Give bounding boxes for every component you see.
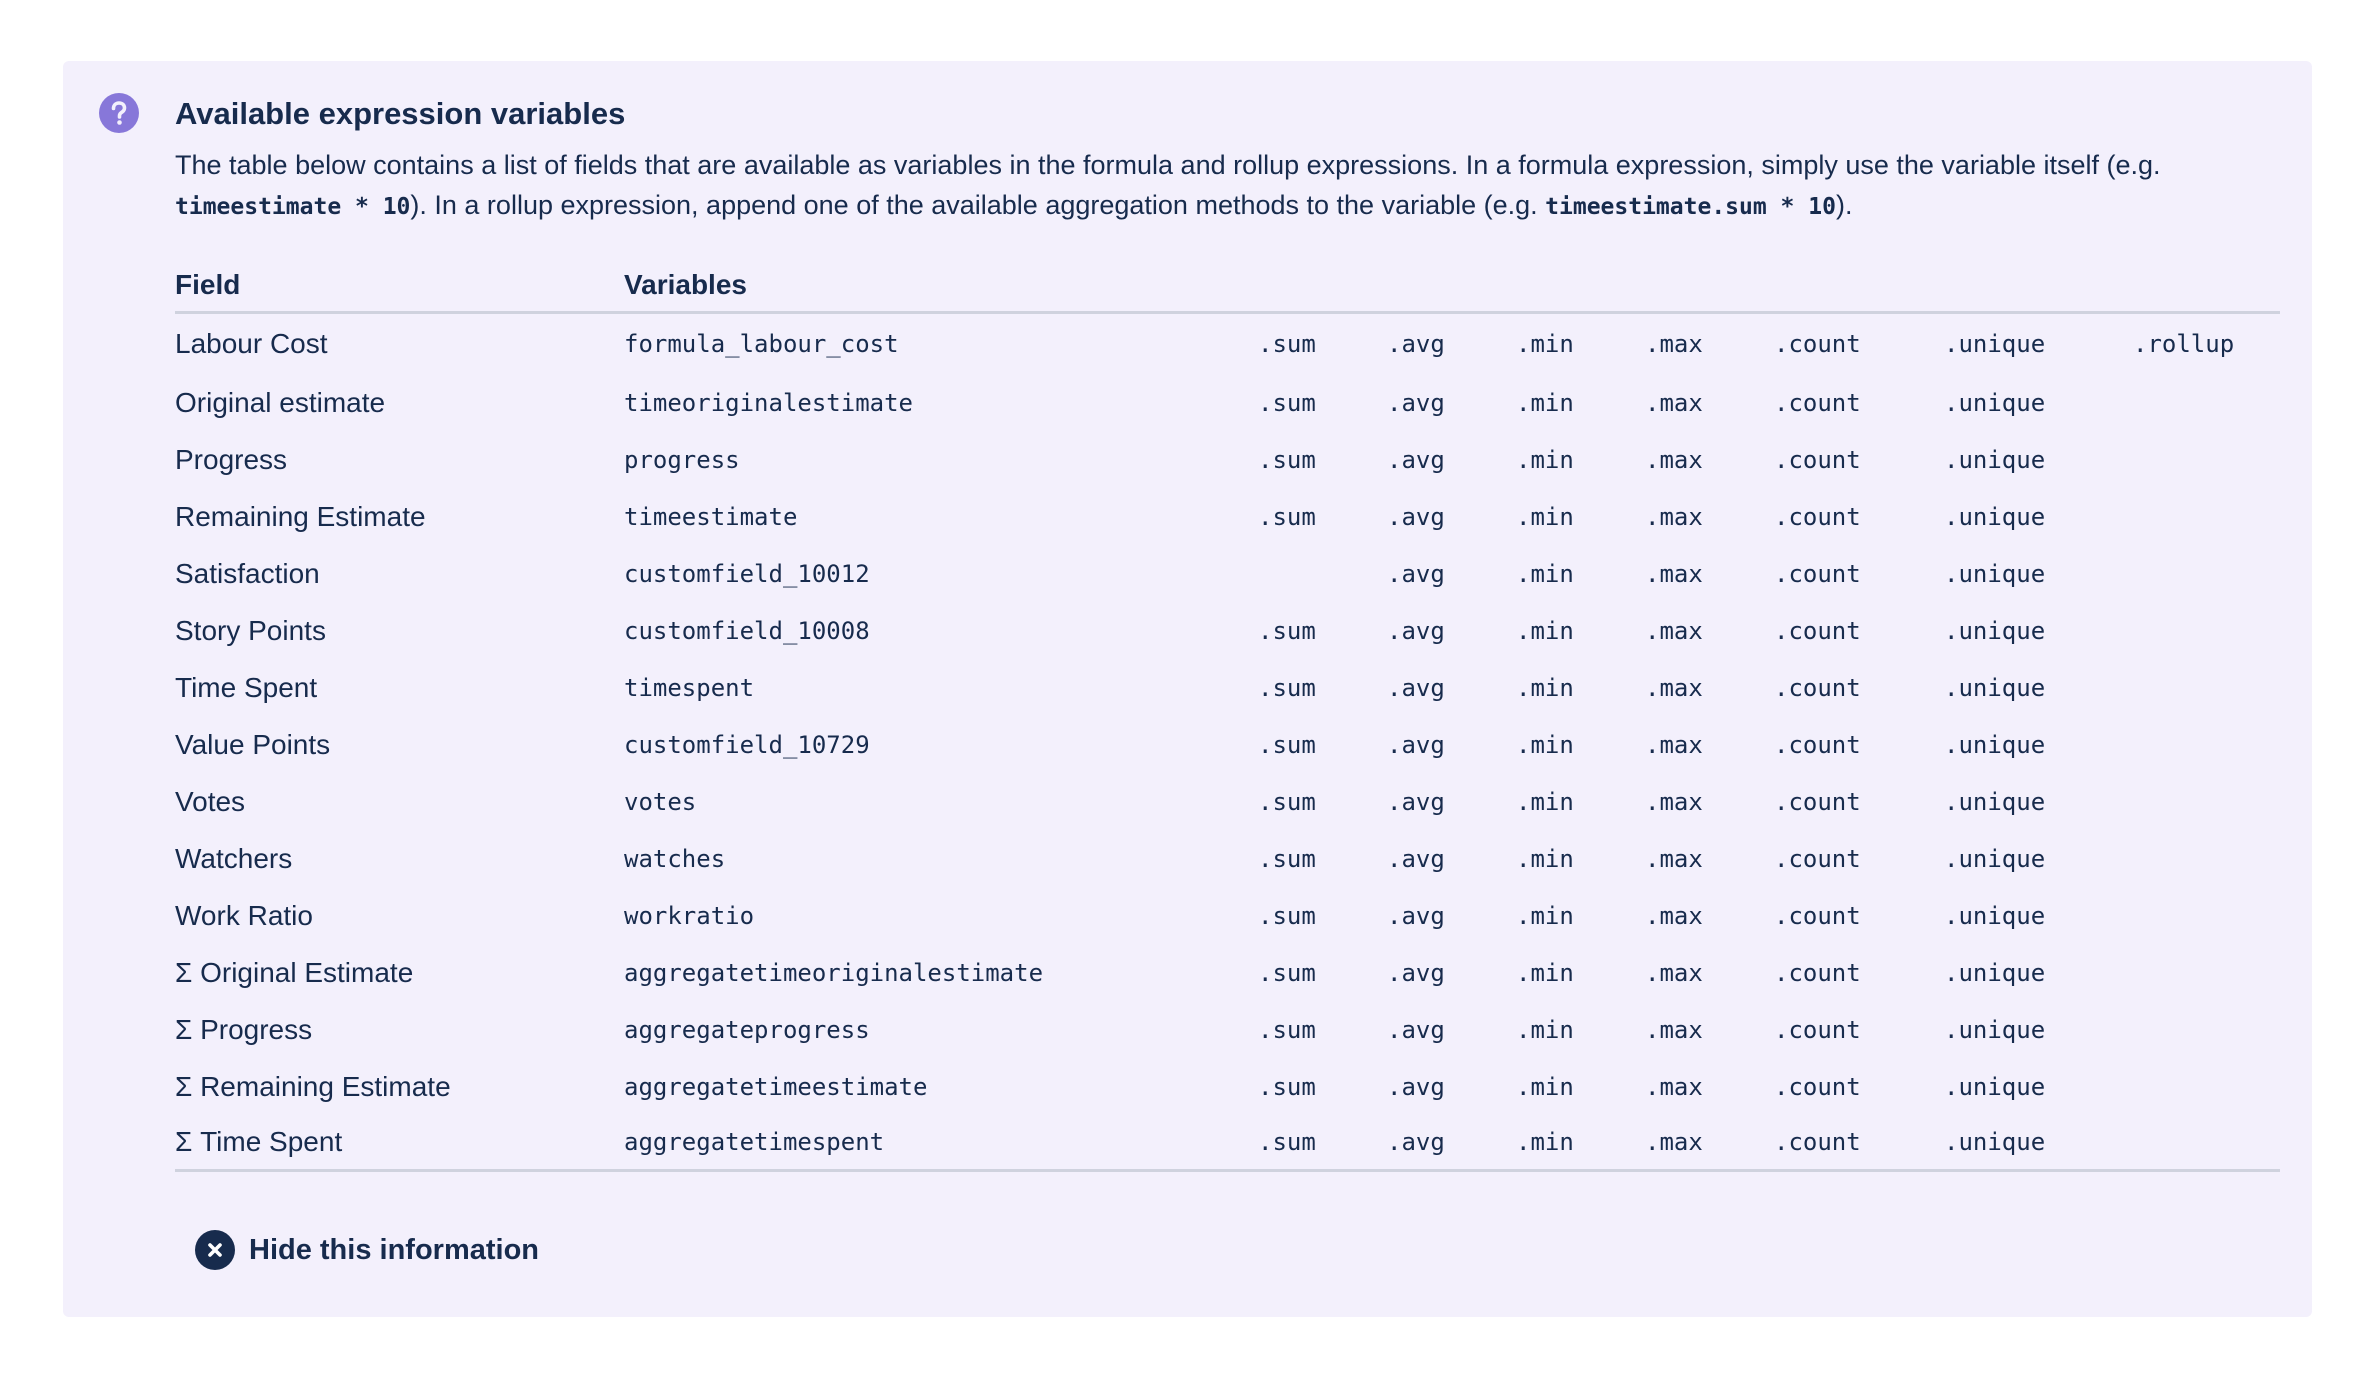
aggregation-cell: .count: [1774, 1072, 1861, 1101]
aggregation-cell: .count: [1774, 559, 1861, 588]
aggregation-cell: [2133, 944, 2280, 1001]
aggregation-cell: .sum: [1258, 787, 1316, 816]
field-name-cell: Labour Cost: [175, 328, 328, 359]
aggregation-cell: .sum: [1258, 330, 1316, 358]
desc-text-2: ). In a rollup expression, append one of the available aggregation methods to the variable (e.g.: [410, 190, 1546, 220]
info-panel: [63, 61, 2312, 1317]
table-row: [175, 830, 2280, 887]
aggregation-cell: .count: [1774, 673, 1861, 702]
variable-cell: workratio: [624, 901, 755, 930]
aggregation-cell: .avg: [1387, 958, 1445, 987]
aggregation-cell: .avg: [1387, 730, 1445, 759]
aggregation-cell: .unique: [1944, 787, 2046, 816]
aggregation-cell: [2133, 716, 2280, 773]
variable-cell: customfield_10008: [624, 616, 870, 645]
variable-cell: aggregateprogress: [624, 1015, 870, 1044]
aggregation-cell: .max: [1645, 1072, 1703, 1101]
aggregation-cell: [2133, 488, 2280, 545]
aggregation-cell: .unique: [1944, 1015, 2046, 1044]
aggregation-cell: .unique: [1944, 844, 2046, 873]
aggregation-cell: .sum: [1258, 1115, 1387, 1171]
table-row: [175, 659, 2280, 716]
aggregation-cell: [2133, 1115, 2280, 1171]
hide-information-button[interactable]: [195, 1230, 539, 1270]
aggregation-cell: .max: [1645, 616, 1703, 645]
aggregation-cell: .sum: [1258, 1072, 1316, 1101]
hide-information-label: Hide this information: [249, 1233, 539, 1266]
aggregation-cell: .count: [1774, 844, 1861, 873]
aggregation-cell: .avg: [1387, 502, 1445, 531]
table-row: [175, 1058, 2280, 1115]
variable-cell: customfield_10012: [624, 559, 870, 588]
variable-cell: timeoriginalestimate: [624, 388, 913, 417]
aggregation-cell: .max: [1645, 730, 1703, 759]
field-name-cell: Progress: [175, 443, 288, 475]
aggregation-cell: .min: [1516, 673, 1574, 702]
aggregation-cell: .count: [1774, 901, 1861, 930]
aggregation-cell: .min: [1516, 1115, 1645, 1171]
field-name-cell: Satisfaction: [175, 557, 320, 589]
aggregation-cell: [2133, 431, 2280, 488]
aggregation-cell: [1258, 545, 1387, 602]
field-name-cell: Remaining Estimate: [175, 500, 426, 532]
aggregation-cell: .sum: [1258, 445, 1316, 474]
aggregation-cell: [2133, 602, 2280, 659]
aggregation-cell: .avg: [1387, 330, 1445, 358]
aggregation-cell: .min: [1516, 730, 1574, 759]
variable-cell: timespent: [624, 673, 755, 702]
aggregation-cell: .sum: [1258, 844, 1316, 873]
aggregation-cell: .avg: [1387, 844, 1445, 873]
table-row: [175, 488, 2280, 545]
aggregation-cell: [2133, 659, 2280, 716]
table-row: [175, 313, 2280, 375]
desc-code-2: timeestimate.sum * 10: [1545, 194, 1836, 220]
aggregation-cell: .max: [1645, 502, 1703, 531]
variable-cell: timeestimate: [624, 502, 798, 531]
table-row: [175, 431, 2280, 488]
aggregation-cell: .avg: [1387, 388, 1445, 417]
aggregation-cell: .count: [1774, 1015, 1861, 1044]
variable-cell: votes: [624, 787, 697, 816]
aggregation-cell: .min: [1516, 787, 1574, 816]
variables-table: [175, 259, 2280, 1172]
aggregation-cell: .sum: [1258, 502, 1316, 531]
table-row: [175, 1001, 2280, 1058]
aggregation-cell: .max: [1645, 1115, 1774, 1171]
table-row: [175, 545, 2280, 602]
variable-cell: formula_labour_cost: [624, 330, 899, 358]
aggregation-cell: [2133, 545, 2280, 602]
aggregation-cell: [2133, 887, 2280, 944]
panel-description: [175, 145, 2280, 227]
aggregation-cell: .min: [1516, 616, 1574, 645]
aggregation-cell: [2133, 830, 2280, 887]
field-name-cell: Original estimate: [175, 386, 386, 418]
field-name-cell: Value Points: [175, 728, 331, 760]
aggregation-cell: .count: [1774, 330, 1861, 358]
field-name-cell: Σ Time Spent: [175, 1115, 624, 1171]
aggregation-cell: .min: [1516, 1015, 1574, 1044]
aggregation-cell: .max: [1645, 901, 1703, 930]
desc-text-1: The table below contains a list of fields that are available as variables in the formula and rollup expressions. In a formula expression, simply use the variable itself (e.g.: [175, 150, 2161, 180]
aggregation-cell: .avg: [1387, 901, 1445, 930]
aggregation-cell: .avg: [1387, 787, 1445, 816]
field-name-cell: Σ Remaining Estimate: [175, 1070, 451, 1102]
variable-cell: aggregatetimeestimate: [624, 1072, 928, 1101]
field-name-cell: Votes: [175, 785, 246, 817]
aggregation-cell: .unique: [1944, 1072, 2046, 1101]
table-row: [175, 374, 2280, 431]
aggregation-cell: .unique: [1944, 502, 2046, 531]
aggregation-cell: .max: [1645, 1015, 1703, 1044]
aggregation-cell: .min: [1516, 559, 1574, 588]
aggregation-cell: .unique: [1944, 559, 2046, 588]
aggregation-cell: .unique: [1944, 330, 2046, 358]
aggregation-cell: .min: [1516, 844, 1574, 873]
aggregation-cell: .unique: [1944, 616, 2046, 645]
aggregation-cell: .count: [1774, 730, 1861, 759]
aggregation-cell: .count: [1774, 616, 1861, 645]
close-circle-icon: [195, 1230, 235, 1270]
aggregation-cell: .count: [1774, 388, 1861, 417]
field-name-cell: Σ Original Estimate: [175, 956, 414, 988]
variable-cell: aggregatetimespent: [624, 1115, 1258, 1171]
aggregation-cell: .max: [1645, 673, 1703, 702]
variable-cell: customfield_10729: [624, 730, 870, 759]
table-row: [175, 944, 2280, 1001]
aggregation-cell: [2133, 1058, 2280, 1115]
aggregation-cell: [2133, 773, 2280, 830]
aggregation-cell: .avg: [1387, 559, 1445, 588]
aggregation-cell: .avg: [1387, 1115, 1516, 1171]
aggregation-cell: .sum: [1258, 901, 1316, 930]
table-row: [175, 887, 2280, 944]
panel-content: [175, 91, 2280, 1172]
aggregation-cell: .count: [1774, 445, 1861, 474]
field-name-cell: Story Points: [175, 614, 326, 646]
aggregation-cell: .unique: [1944, 673, 2046, 702]
variable-cell: aggregatetimeoriginalestimate: [624, 958, 1044, 987]
aggregation-cell: .min: [1516, 330, 1574, 358]
aggregation-cell: .avg: [1387, 445, 1445, 474]
aggregation-cell: .unique: [1944, 730, 2046, 759]
aggregation-cell: .unique: [1944, 388, 2046, 417]
aggregation-cell: .min: [1516, 958, 1574, 987]
variable-cell: watches: [624, 844, 726, 873]
header-field: Field: [175, 259, 624, 313]
field-name-cell: Work Ratio: [175, 899, 313, 931]
aggregation-cell: .count: [1774, 787, 1861, 816]
aggregation-cell: .sum: [1258, 673, 1316, 702]
aggregation-cell: .max: [1645, 958, 1703, 987]
aggregation-cell: .sum: [1258, 958, 1316, 987]
field-name-cell: Watchers: [175, 842, 293, 874]
aggregation-cell: .unique: [1944, 901, 2046, 930]
aggregation-cell: [2133, 374, 2280, 431]
aggregation-cell: [2133, 1001, 2280, 1058]
aggregation-cell: .unique: [1944, 445, 2046, 474]
table-row: [175, 773, 2280, 830]
aggregation-cell: .max: [1645, 330, 1703, 358]
aggregation-cell: .min: [1516, 1072, 1574, 1101]
desc-code-1: timeestimate * 10: [175, 194, 411, 220]
aggregation-cell: .avg: [1387, 1015, 1445, 1044]
aggregation-cell: .sum: [1258, 1015, 1316, 1044]
aggregation-cell: .count: [1774, 958, 1861, 987]
aggregation-cell: .count: [1774, 502, 1861, 531]
desc-text-3: ).: [1835, 190, 1853, 220]
aggregation-cell: .rollup: [2133, 330, 2235, 358]
aggregation-cell: .avg: [1387, 616, 1445, 645]
aggregation-cell: .min: [1516, 901, 1574, 930]
field-name-cell: Time Spent: [175, 671, 318, 703]
aggregation-cell: .unique: [1944, 958, 2046, 987]
table-row: [175, 602, 2280, 659]
variable-cell: progress: [624, 445, 740, 474]
aggregation-cell: .sum: [1258, 730, 1316, 759]
aggregation-cell: .avg: [1387, 673, 1445, 702]
table-row: [175, 1115, 2280, 1171]
header-variables: Variables: [624, 259, 2280, 313]
field-name-cell: Σ Progress: [175, 1013, 313, 1045]
aggregation-cell: .sum: [1258, 388, 1316, 417]
aggregation-cell: .max: [1645, 388, 1703, 417]
aggregation-cell: .max: [1645, 445, 1703, 474]
table-header-row: [175, 259, 2280, 313]
aggregation-cell: .min: [1516, 502, 1574, 531]
aggregation-cell: .sum: [1258, 616, 1316, 645]
aggregation-cell: .unique: [1944, 1115, 2133, 1171]
table-body: [175, 313, 2280, 1171]
aggregation-cell: .min: [1516, 388, 1574, 417]
aggregation-cell: .count: [1774, 1115, 1944, 1171]
aggregation-cell: .avg: [1387, 1072, 1445, 1101]
aggregation-cell: .min: [1516, 445, 1574, 474]
aggregation-cell: .max: [1645, 787, 1703, 816]
panel-title: Available expression variables: [175, 96, 626, 131]
question-circle-icon: [99, 93, 139, 133]
aggregation-cell: .max: [1645, 559, 1703, 588]
table-row: [175, 716, 2280, 773]
aggregation-cell: .max: [1645, 844, 1703, 873]
